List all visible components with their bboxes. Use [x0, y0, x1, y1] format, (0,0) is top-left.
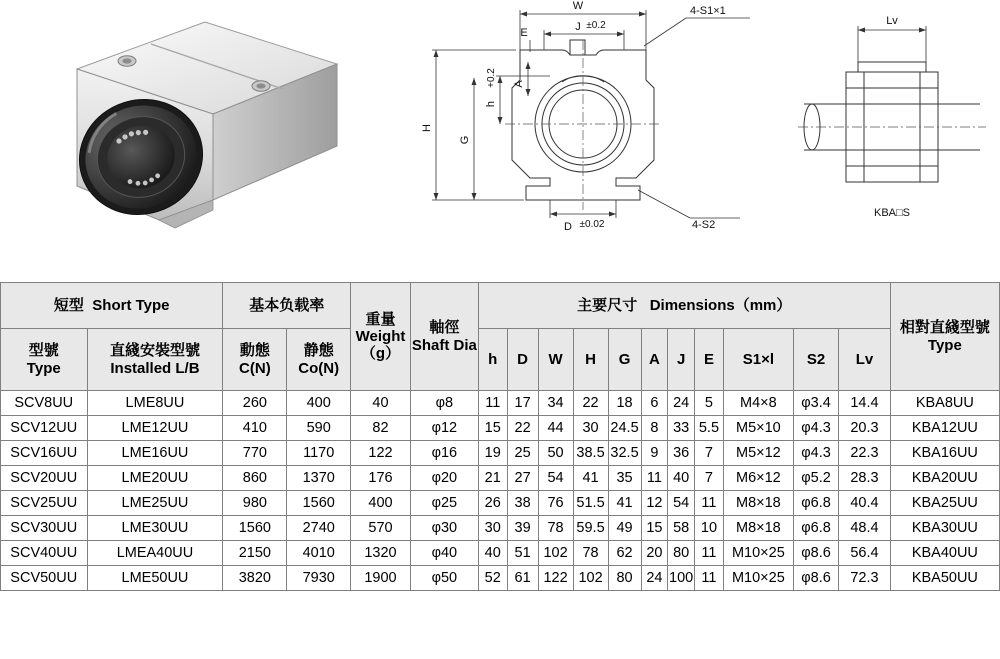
label-Lv: Lv	[886, 15, 898, 27]
cell-d: 25	[507, 441, 538, 466]
table-body	[1, 391, 1000, 591]
header-dim-lv: Lv	[839, 329, 891, 391]
table-row	[1, 491, 1000, 516]
cell-h: 11	[478, 391, 507, 416]
header-dim-hh: H	[573, 329, 608, 391]
header-static-cn: 静態	[303, 342, 334, 360]
label-D-tolerance: ±0.02	[579, 219, 605, 230]
label-J-tolerance: ±0.2	[586, 20, 606, 31]
cell-related: KBA12UU	[890, 416, 999, 441]
cell-c: 1560	[223, 516, 287, 541]
table-header-row-2	[1, 329, 1000, 391]
header-weight-cn: 重量	[365, 310, 396, 328]
cell-j: 36	[668, 441, 695, 466]
cell-s2: φ6.8	[793, 516, 838, 541]
cell-e: 10	[695, 516, 724, 541]
cell-e: 11	[695, 566, 724, 591]
cell-c: 860	[223, 466, 287, 491]
cell-shaft: φ25	[410, 491, 478, 516]
cell-d: 38	[507, 491, 538, 516]
cell-g: 49	[608, 516, 641, 541]
header-shaft-en: Shaft Dia	[411, 336, 477, 354]
cell-shaft: φ20	[410, 466, 478, 491]
cell-shaft: φ12	[410, 416, 478, 441]
cell-related: KBA50UU	[890, 566, 999, 591]
header-related-cn: 相對直綫型號	[899, 319, 990, 337]
cell-h: 21	[478, 466, 507, 491]
cell-lv: 28.3	[839, 466, 891, 491]
cell-g: 62	[608, 541, 641, 566]
header-weight-en: Weight	[355, 327, 406, 345]
cell-w: 76	[538, 491, 573, 516]
header-dim-a: A	[641, 329, 668, 391]
header-dimensions-en: Dimensions（mm）	[649, 296, 792, 314]
header-shaft-dia	[410, 283, 478, 391]
cell-installed: LME20UU	[87, 466, 223, 491]
cell-s1: M8×18	[723, 491, 793, 516]
header-related-type	[890, 283, 999, 391]
header-dim-w: W	[538, 329, 573, 391]
cell-hh: 78	[573, 541, 608, 566]
table-row	[1, 391, 1000, 416]
cell-lv: 40.4	[839, 491, 891, 516]
cell-type: SCV8UU	[1, 391, 88, 416]
table-row	[1, 416, 1000, 441]
cell-a: 24	[641, 566, 668, 591]
cell-h: 26	[478, 491, 507, 516]
cell-j: 80	[668, 541, 695, 566]
header-dim-g: G	[608, 329, 641, 391]
cell-installed: LME50UU	[87, 566, 223, 591]
table-row	[1, 541, 1000, 566]
cell-lv: 48.4	[839, 516, 891, 541]
cell-w: 50	[538, 441, 573, 466]
cell-a: 6	[641, 391, 668, 416]
cell-h: 30	[478, 516, 507, 541]
cell-c: 2150	[223, 541, 287, 566]
cell-g: 80	[608, 566, 641, 591]
cross-section-drawing	[400, 0, 780, 260]
cell-related: KBA30UU	[890, 516, 999, 541]
cell-weight: 400	[351, 491, 411, 516]
side-view-drawing	[790, 0, 995, 260]
cell-lv: 56.4	[839, 541, 891, 566]
cell-s1: M10×25	[723, 566, 793, 591]
cell-s2: φ4.3	[793, 441, 838, 466]
illustration-area	[0, 0, 1000, 282]
label-G: G	[459, 135, 471, 145]
cell-a: 12	[641, 491, 668, 516]
header-dimensions-cn: 主要尺寸	[577, 296, 638, 314]
cell-co: 7930	[287, 566, 351, 591]
cell-d: 27	[507, 466, 538, 491]
header-dim-e: E	[695, 329, 724, 391]
cell-e: 7	[695, 466, 724, 491]
header-type-cn: 型號	[28, 342, 59, 360]
cell-e: 7	[695, 441, 724, 466]
cell-w: 102	[538, 541, 573, 566]
cell-related: KBA25UU	[890, 491, 999, 516]
table-row	[1, 516, 1000, 541]
label-H: H	[421, 124, 433, 132]
cell-weight: 176	[351, 466, 411, 491]
header-dim-j: J	[668, 329, 695, 391]
cell-installed: LME25UU	[87, 491, 223, 516]
cell-d: 22	[507, 416, 538, 441]
label-4-S1: 4-S1×1	[690, 5, 726, 17]
header-installed-cn: 直綫安裝型號	[109, 342, 200, 360]
header-installed-en: Installed L/B	[110, 359, 200, 377]
cell-s1: M5×12	[723, 441, 793, 466]
table-header-row-1	[1, 283, 1000, 329]
cell-j: 24	[668, 391, 695, 416]
cell-hh: 59.5	[573, 516, 608, 541]
cell-co: 1370	[287, 466, 351, 491]
cell-weight: 40	[351, 391, 411, 416]
header-weight-unit: （g）	[360, 345, 401, 363]
cell-lv: 20.3	[839, 416, 891, 441]
header-dynamic-en: C(N)	[239, 359, 271, 377]
cell-w: 78	[538, 516, 573, 541]
cell-h: 40	[478, 541, 507, 566]
cell-lv: 72.3	[839, 566, 891, 591]
cell-s2: φ8.6	[793, 541, 838, 566]
cell-lv: 22.3	[839, 441, 891, 466]
label-E: E	[520, 27, 528, 39]
cell-j: 33	[668, 416, 695, 441]
cell-co: 590	[287, 416, 351, 441]
cell-e: 5	[695, 391, 724, 416]
cell-weight: 1900	[351, 566, 411, 591]
label-J: J	[575, 21, 581, 33]
header-weight	[351, 283, 411, 391]
cell-d: 51	[507, 541, 538, 566]
cell-co: 4010	[287, 541, 351, 566]
table-row	[1, 466, 1000, 491]
label-W: W	[572, 0, 584, 12]
cell-s1: M8×18	[723, 516, 793, 541]
cell-type: SCV12UU	[1, 416, 88, 441]
product-photo	[55, 14, 355, 252]
cell-g: 35	[608, 466, 641, 491]
cell-s1: M5×10	[723, 416, 793, 441]
cell-w: 34	[538, 391, 573, 416]
cell-hh: 51.5	[573, 491, 608, 516]
cell-related: KBA16UU	[890, 441, 999, 466]
cell-e: 11	[695, 491, 724, 516]
header-type	[1, 329, 88, 391]
cell-weight: 1320	[351, 541, 411, 566]
cell-related: KBA8UU	[890, 391, 999, 416]
cell-weight: 122	[351, 441, 411, 466]
cell-a: 20	[641, 541, 668, 566]
cell-c: 3820	[223, 566, 287, 591]
label-A: A	[513, 80, 525, 88]
cell-a: 8	[641, 416, 668, 441]
cell-related: KBA20UU	[890, 466, 999, 491]
cell-h: 52	[478, 566, 507, 591]
cell-weight: 570	[351, 516, 411, 541]
cell-s2: φ8.6	[793, 566, 838, 591]
cell-lv: 14.4	[839, 391, 891, 416]
cell-hh: 22	[573, 391, 608, 416]
specification-table-wrap	[0, 282, 1000, 591]
cell-j: 40	[668, 466, 695, 491]
header-short-type-en: Short Type	[92, 296, 170, 314]
cell-installed: LME30UU	[87, 516, 223, 541]
cell-weight: 82	[351, 416, 411, 441]
cell-co: 1560	[287, 491, 351, 516]
label-D: D	[564, 221, 572, 233]
cell-s2: φ5.2	[793, 466, 838, 491]
cell-related: KBA40UU	[890, 541, 999, 566]
cell-s1: M10×25	[723, 541, 793, 566]
cell-hh: 30	[573, 416, 608, 441]
cell-j: 100	[668, 566, 695, 591]
cell-s2: φ6.8	[793, 491, 838, 516]
cell-type: SCV50UU	[1, 566, 88, 591]
header-dim-d: D	[507, 329, 538, 391]
cell-co: 400	[287, 391, 351, 416]
cell-j: 58	[668, 516, 695, 541]
cell-hh: 102	[573, 566, 608, 591]
cell-shaft: φ30	[410, 516, 478, 541]
cell-s1: M6×12	[723, 466, 793, 491]
cell-installed: LME8UU	[87, 391, 223, 416]
cell-installed: LMEA40UU	[87, 541, 223, 566]
cell-e: 11	[695, 541, 724, 566]
cell-c: 980	[223, 491, 287, 516]
header-short-type-cn: 短型	[53, 296, 84, 314]
label-model-kbas: KBA□S	[874, 207, 910, 219]
table-row	[1, 566, 1000, 591]
header-load-rating: 基本负载率	[223, 283, 351, 329]
cell-type: SCV30UU	[1, 516, 88, 541]
header-related-en: Type	[927, 336, 962, 354]
label-h-tolerance: +0.2	[486, 68, 497, 88]
label-4-S2: 4-S2	[692, 219, 716, 231]
header-shaft-cn: 軸徑	[429, 319, 460, 337]
cell-d: 17	[507, 391, 538, 416]
cell-d: 61	[507, 566, 538, 591]
cell-shaft: φ8	[410, 391, 478, 416]
cell-co: 1170	[287, 441, 351, 466]
header-static-en: Co(N)	[298, 359, 340, 377]
cell-g: 41	[608, 491, 641, 516]
cell-w: 44	[538, 416, 573, 441]
header-dim-s2: S2	[793, 329, 838, 391]
cell-type: SCV20UU	[1, 466, 88, 491]
specification-table	[0, 282, 1000, 591]
cell-j: 54	[668, 491, 695, 516]
cell-a: 11	[641, 466, 668, 491]
cell-shaft: φ16	[410, 441, 478, 466]
cell-hh: 41	[573, 466, 608, 491]
table-row	[1, 441, 1000, 466]
table-head	[1, 283, 1000, 391]
header-short-type	[1, 283, 223, 329]
header-dynamic-cn: 動態	[239, 342, 270, 360]
cell-s1: M4×8	[723, 391, 793, 416]
header-dim-s1: S1×l	[723, 329, 793, 391]
cell-a: 15	[641, 516, 668, 541]
cell-h: 15	[478, 416, 507, 441]
cell-e: 5.5	[695, 416, 724, 441]
cell-g: 18	[608, 391, 641, 416]
cell-shaft: φ40	[410, 541, 478, 566]
cell-w: 54	[538, 466, 573, 491]
cell-g: 24.5	[608, 416, 641, 441]
cell-c: 770	[223, 441, 287, 466]
header-dynamic	[223, 329, 287, 391]
cell-w: 122	[538, 566, 573, 591]
cell-d: 39	[507, 516, 538, 541]
label-h: h	[485, 100, 497, 108]
cell-co: 2740	[287, 516, 351, 541]
cell-installed: LME12UU	[87, 416, 223, 441]
cell-shaft: φ50	[410, 566, 478, 591]
header-static	[287, 329, 351, 391]
header-dim-h: h	[478, 329, 507, 391]
header-type-en: Type	[26, 359, 61, 377]
cell-g: 32.5	[608, 441, 641, 466]
cell-c: 410	[223, 416, 287, 441]
cell-type: SCV25UU	[1, 491, 88, 516]
header-installed	[87, 329, 223, 391]
cell-s2: φ4.3	[793, 416, 838, 441]
header-dimensions	[478, 283, 890, 329]
cell-type: SCV40UU	[1, 541, 88, 566]
cell-h: 19	[478, 441, 507, 466]
cell-hh: 38.5	[573, 441, 608, 466]
cell-installed: LME16UU	[87, 441, 223, 466]
cell-c: 260	[223, 391, 287, 416]
cell-s2: φ3.4	[793, 391, 838, 416]
cell-a: 9	[641, 441, 668, 466]
cell-type: SCV16UU	[1, 441, 88, 466]
